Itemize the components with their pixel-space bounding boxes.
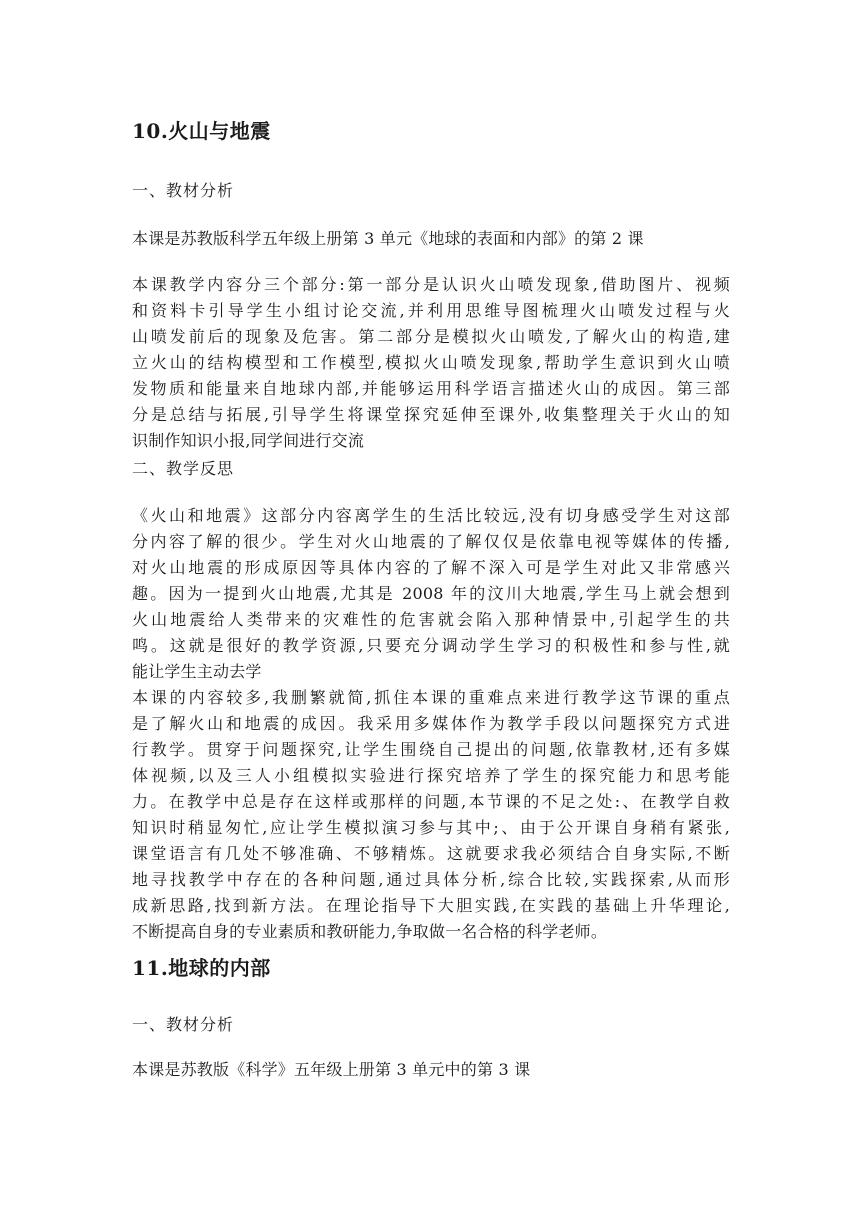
section-10-heading-analysis: 一、教材分析 xyxy=(132,181,235,200)
reflection-paragraph-1 xyxy=(132,503,730,685)
section-11-intro xyxy=(132,1057,730,1083)
paragraph-line: 课堂语言有几处不够准确、不够精炼。这就要求我必须结合自身实际,不断 xyxy=(132,844,730,863)
paragraph-line: 分内容了解的很少。学生对火山地震的了解仅仅是依靠电视等媒体的传播, xyxy=(132,532,730,551)
paragraph-line: 体视频,以及三人小组模拟实验进行探究培养了学生的探究能力和思考能 xyxy=(132,766,730,785)
section-10-intro xyxy=(132,226,730,252)
paragraph-line: 《火山和地震》这部分内容离学生的生活比较远,没有切身感受学生对这部 xyxy=(132,506,730,525)
paragraph-line: 成新思路,找到新方法。在理论指导下大胆实践,在实践的基础上升华理论, xyxy=(132,896,730,915)
paragraph-line: 本课是苏教版科学五年级上册第 3 单元《地球的表面和内部》的第 2 课 xyxy=(132,229,644,248)
paragraph-line: 力。在教学中总是存在这样或那样的问题,本节课的不足之处:、在教学自救 xyxy=(132,792,730,811)
paragraph-line: 是了解火山和地震的成因。我采用多媒体作为教学手段以问题探究方式进 xyxy=(132,714,730,733)
paragraph-line: 地寻找教学中存在的各种问题,通过具体分析,综合比较,实践探索,从而形 xyxy=(132,870,730,889)
paragraph-line: 不断提高自身的专业素质和教研能力,争取做一名合格的科学老师。 xyxy=(132,922,608,941)
paragraph-line: 本课的内容较多,我删繁就简,抓住本课的重难点来进行教学这节课的重点 xyxy=(132,688,730,707)
paragraph-line: 和资料卡引导学生小组讨论交流,并利用思维导图梳理火山喷发过程与火 xyxy=(132,301,730,320)
paragraph-line: 本课是苏教版《科学》五年级上册第 3 单元中的第 3 课 xyxy=(132,1060,531,1079)
paragraph-line: 行教学。贯穿于问题探究,让学生围绕自己提出的问题,依靠教材,还有多媒 xyxy=(132,740,730,759)
section-10-heading-reflection: 二、教学反思 xyxy=(132,459,235,478)
paragraph-line: 立火山的结构模型和工作模型,模拟火山喷发现象,帮助学生意识到火山喷 xyxy=(132,353,730,372)
paragraph-line: 火山地震给人类带来的灾难性的危害就会陷入那种情景中,引起学生的共 xyxy=(132,610,730,629)
section-11-heading-analysis: 一、教材分析 xyxy=(132,1015,235,1034)
paragraph-line: 趣。因为一提到火山地震,尤其是 2008 年的汶川大地震,学生马上就会想到 xyxy=(132,584,730,603)
paragraph-line: 本课教学内容分三个部分:第一部分是认识火山喷发现象,借助图片、视频 xyxy=(132,275,730,294)
section-11-title: 11.地球的内部 xyxy=(132,956,271,980)
paragraph-line: 分是总结与拓展,引导学生将课堂探究延伸至课外,收集整理关于火山的知 xyxy=(132,405,730,424)
section-10-content-paragraph xyxy=(132,272,730,454)
reflection-paragraph-2 xyxy=(132,685,730,945)
paragraph-line: 对火山地震的形成原因等具体内容的了解不深入可是学生对此又非常感兴 xyxy=(132,558,730,577)
paragraph-line: 发物质和能量来自地球内部,并能够运用科学语言描述火山的成因。第三部 xyxy=(132,379,730,398)
paragraph-line: 识制作知识小报,同学间进行交流 xyxy=(132,431,365,450)
paragraph-line: 山喷发前后的现象及危害。第二部分是模拟火山喷发,了解火山的构造,建 xyxy=(132,327,730,346)
paragraph-line: 鸣。这就是很好的教学资源,只要充分调动学生学习的积极性和参与性,就 xyxy=(132,636,730,655)
paragraph-line: 能让学生主动去学 xyxy=(132,662,262,681)
paragraph-line: 知识时稍显匆忙,应让学生模拟演习参与其中;、由于公开课自身稍有紧张, xyxy=(132,818,730,837)
section-10-title: 10.火山与地震 xyxy=(132,119,271,143)
